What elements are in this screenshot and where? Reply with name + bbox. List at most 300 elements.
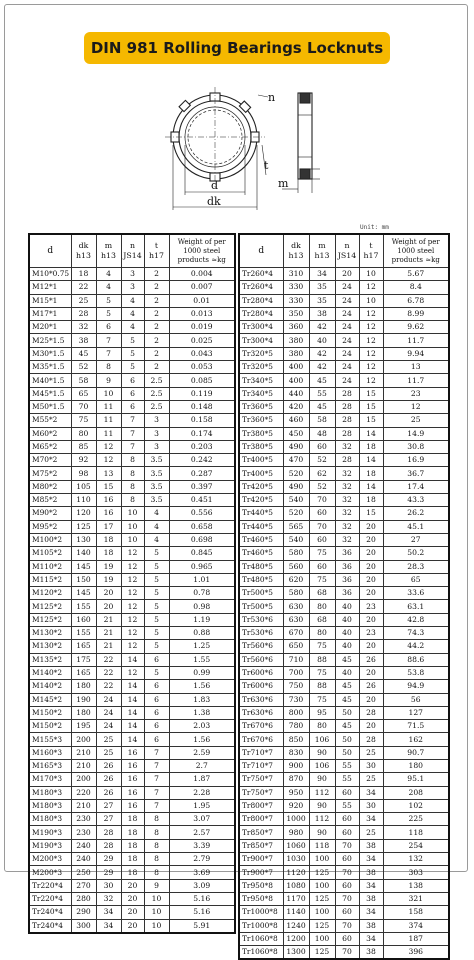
table-cell: 30 bbox=[359, 799, 383, 812]
table-cell: 145 bbox=[71, 560, 96, 573]
table-cell: 58 bbox=[71, 374, 96, 387]
table-cell: 28 bbox=[71, 307, 96, 320]
col-header-t: t h17 bbox=[144, 234, 169, 268]
table-cell: Tr220*4 bbox=[29, 879, 71, 892]
locknut-drawing bbox=[160, 75, 330, 225]
table-cell: Tr500*5 bbox=[239, 600, 283, 613]
table-cell: 28 bbox=[335, 414, 359, 427]
col-header-d: d bbox=[239, 234, 283, 268]
table-cell: 540 bbox=[283, 494, 309, 507]
table-cell: 12 bbox=[121, 547, 144, 560]
table-cell: 0.287 bbox=[169, 467, 235, 480]
table-cell: 10 bbox=[121, 520, 144, 533]
table-row bbox=[239, 706, 449, 719]
table-cell: 6 bbox=[121, 387, 144, 400]
table-row bbox=[29, 268, 235, 281]
table-cell: 68 bbox=[309, 613, 335, 626]
table-cell: 45 bbox=[71, 347, 96, 360]
table-cell: 53.8 bbox=[383, 666, 449, 679]
table-cell: M10*0.75 bbox=[29, 268, 71, 281]
table-cell: Tr600*6 bbox=[239, 680, 283, 693]
table-cell: 36 bbox=[335, 547, 359, 560]
table-cell: 45 bbox=[335, 653, 359, 666]
table-cell: 100 bbox=[309, 932, 335, 945]
table-cell: 175 bbox=[71, 653, 96, 666]
table-row bbox=[29, 400, 235, 413]
table-cell: 630 bbox=[283, 613, 309, 626]
table-cell: Tr400*5 bbox=[239, 454, 283, 467]
table-cell: 40 bbox=[335, 666, 359, 679]
table-cell: 11 bbox=[96, 427, 121, 440]
table-cell: 5 bbox=[96, 294, 121, 307]
table-cell: 396 bbox=[383, 946, 449, 960]
table-cell: 6 bbox=[144, 693, 169, 706]
table-row bbox=[29, 374, 235, 387]
table-cell: 30 bbox=[96, 879, 121, 892]
table-row bbox=[29, 480, 235, 493]
table-cell: 11.7 bbox=[383, 374, 449, 387]
table-cell: 6 bbox=[121, 400, 144, 413]
table-cell: 350 bbox=[283, 307, 309, 320]
table-cell: 180 bbox=[71, 680, 96, 693]
table-row bbox=[239, 374, 449, 387]
table-cell: 560 bbox=[283, 560, 309, 573]
table-cell: 1030 bbox=[283, 853, 309, 866]
table-cell: 60 bbox=[309, 507, 335, 520]
table-cell: 15 bbox=[96, 480, 121, 493]
table-cell: M100*2 bbox=[29, 533, 71, 546]
table-cell: 10 bbox=[144, 919, 169, 933]
table-cell: 75 bbox=[309, 693, 335, 706]
table-cell: Tr460*5 bbox=[239, 547, 283, 560]
table-row bbox=[29, 826, 235, 839]
table-cell: 5 bbox=[144, 573, 169, 586]
table-cell: 20 bbox=[335, 268, 359, 281]
table-cell: 920 bbox=[283, 799, 309, 812]
table-cell: 88 bbox=[309, 680, 335, 693]
table-cell: 42 bbox=[309, 347, 335, 360]
table-cell: 490 bbox=[283, 440, 309, 453]
table-cell: M165*3 bbox=[29, 759, 71, 772]
table-cell: 60 bbox=[335, 813, 359, 826]
table-cell: Tr530*6 bbox=[239, 613, 283, 626]
table-cell: 32 bbox=[335, 480, 359, 493]
table-cell: 300 bbox=[71, 919, 96, 933]
table-cell: 5 bbox=[144, 560, 169, 573]
table-cell: 20 bbox=[121, 879, 144, 892]
table-cell: 33.6 bbox=[383, 587, 449, 600]
table-cell: 25 bbox=[96, 746, 121, 759]
table-cell: 32 bbox=[335, 533, 359, 546]
table-cell: 0.158 bbox=[169, 414, 235, 427]
table-cell: Tr380*5 bbox=[239, 440, 283, 453]
table-cell: 3.69 bbox=[169, 866, 235, 879]
table-row bbox=[239, 600, 449, 613]
drawing-label-n: n bbox=[268, 91, 276, 104]
table-cell: 52 bbox=[309, 454, 335, 467]
table-cell: 5 bbox=[144, 600, 169, 613]
table-cell: 7 bbox=[144, 759, 169, 772]
table-cell: 26 bbox=[96, 773, 121, 786]
table-cell: 12 bbox=[121, 640, 144, 653]
table-cell: 65 bbox=[383, 573, 449, 586]
table-cell: 0.013 bbox=[169, 307, 235, 320]
table-cell: 24 bbox=[335, 281, 359, 294]
table-cell: M20*1 bbox=[29, 321, 71, 334]
table-cell: 208 bbox=[383, 786, 449, 799]
table-cell: 32 bbox=[335, 440, 359, 453]
table-cell: 850 bbox=[283, 733, 309, 746]
table-cell: 70 bbox=[335, 892, 359, 905]
table-cell: 118 bbox=[309, 839, 335, 852]
table-cell: 3 bbox=[144, 440, 169, 453]
table-cell: 900 bbox=[283, 759, 309, 772]
table-cell: 24 bbox=[335, 374, 359, 387]
table-cell: Tr800*7 bbox=[239, 799, 283, 812]
table-row bbox=[239, 627, 449, 640]
table-cell: 44.2 bbox=[383, 640, 449, 653]
table-cell: M70*2 bbox=[29, 454, 71, 467]
table-cell: 19 bbox=[96, 573, 121, 586]
table-cell: 460 bbox=[283, 414, 309, 427]
table-cell: 330 bbox=[283, 294, 309, 307]
table-row bbox=[239, 573, 449, 586]
table-cell: 45 bbox=[335, 720, 359, 733]
table-cell: Tr340*5 bbox=[239, 387, 283, 400]
table-cell: 23 bbox=[359, 627, 383, 640]
table-cell: Tr710*7 bbox=[239, 746, 283, 759]
table-cell: 450 bbox=[283, 427, 309, 440]
table-row bbox=[239, 653, 449, 666]
table-cell: M115*2 bbox=[29, 573, 71, 586]
table-cell: 2.5 bbox=[144, 400, 169, 413]
table-row bbox=[239, 520, 449, 533]
table-cell: 9 bbox=[96, 374, 121, 387]
table-cell: 3.5 bbox=[144, 494, 169, 507]
table-cell: 145 bbox=[71, 587, 96, 600]
table-cell: 34 bbox=[96, 919, 121, 933]
table-cell: 10 bbox=[359, 294, 383, 307]
table-cell: 5 bbox=[144, 613, 169, 626]
table-cell: 0.203 bbox=[169, 440, 235, 453]
table-cell: 60 bbox=[335, 879, 359, 892]
table-cell: M155*3 bbox=[29, 733, 71, 746]
table-cell: 55 bbox=[335, 773, 359, 786]
table-cell: 158 bbox=[383, 906, 449, 919]
table-cell: 4 bbox=[144, 507, 169, 520]
table-cell: 2 bbox=[144, 347, 169, 360]
table-cell: 3.5 bbox=[144, 480, 169, 493]
table-cell: 80 bbox=[309, 720, 335, 733]
table-cell: 24 bbox=[335, 321, 359, 334]
table-row bbox=[29, 759, 235, 772]
table-cell: M50*1.5 bbox=[29, 400, 71, 413]
table-row bbox=[29, 520, 235, 533]
table-cell: 155 bbox=[71, 627, 96, 640]
table-cell: 118 bbox=[383, 826, 449, 839]
table-cell: 55 bbox=[309, 387, 335, 400]
table-cell: 68 bbox=[309, 587, 335, 600]
table-cell: 43.3 bbox=[383, 494, 449, 507]
table-cell: 17 bbox=[96, 520, 121, 533]
table-cell: 580 bbox=[283, 587, 309, 600]
table-cell: 20 bbox=[96, 587, 121, 600]
table-row bbox=[29, 799, 235, 812]
table-cell: Tr280*4 bbox=[239, 307, 283, 320]
table-cell: Tr420*5 bbox=[239, 494, 283, 507]
table-cell: 28 bbox=[359, 706, 383, 719]
table-cell: 0.556 bbox=[169, 507, 235, 520]
table-row bbox=[239, 799, 449, 812]
table-cell: 34 bbox=[359, 906, 383, 919]
table-cell: 62 bbox=[309, 467, 335, 480]
table-row bbox=[29, 427, 235, 440]
table-cell: 1.56 bbox=[169, 733, 235, 746]
table-row bbox=[239, 387, 449, 400]
table-cell: 4 bbox=[144, 533, 169, 546]
table-cell: 12 bbox=[359, 281, 383, 294]
table-cell: 225 bbox=[383, 813, 449, 826]
table-cell: M40*1.5 bbox=[29, 374, 71, 387]
table-cell: 100 bbox=[309, 906, 335, 919]
table-cell: 20 bbox=[359, 613, 383, 626]
table-cell: 330 bbox=[283, 281, 309, 294]
table-cell: 65 bbox=[71, 387, 96, 400]
table-cell: 24 bbox=[335, 334, 359, 347]
table-cell: 16 bbox=[121, 786, 144, 799]
table-cell: 40 bbox=[335, 600, 359, 613]
table-cell: 0.78 bbox=[169, 587, 235, 600]
table-row bbox=[239, 773, 449, 786]
table-cell: M200*3 bbox=[29, 866, 71, 879]
table-cell: 1120 bbox=[283, 866, 309, 879]
table-cell: M190*3 bbox=[29, 839, 71, 852]
table-row bbox=[239, 866, 449, 879]
table-cell: 490 bbox=[283, 480, 309, 493]
table-cell: M170*3 bbox=[29, 773, 71, 786]
table-cell: 14 bbox=[359, 480, 383, 493]
table-cell: 20 bbox=[359, 666, 383, 679]
table-cell: 1.87 bbox=[169, 773, 235, 786]
table-cell: 34 bbox=[96, 906, 121, 919]
table-cell: 3.5 bbox=[144, 467, 169, 480]
table-cell: 7 bbox=[96, 347, 121, 360]
table-cell: 290 bbox=[71, 906, 96, 919]
table-cell: Tr850*7 bbox=[239, 839, 283, 852]
table-cell: 70 bbox=[335, 919, 359, 932]
table-cell: 88 bbox=[309, 653, 335, 666]
table-row bbox=[29, 892, 235, 905]
table-cell: 380 bbox=[283, 347, 309, 360]
table-cell: 10 bbox=[359, 268, 383, 281]
table-cell: 28 bbox=[335, 387, 359, 400]
table-cell: 21 bbox=[96, 640, 121, 653]
table-cell: 18 bbox=[121, 853, 144, 866]
table-cell: 1080 bbox=[283, 879, 309, 892]
table-cell: 23 bbox=[383, 387, 449, 400]
col-header-dk: dk h13 bbox=[71, 234, 96, 268]
table-cell: M110*2 bbox=[29, 560, 71, 573]
col-header-d: d bbox=[29, 234, 71, 268]
table-header-row bbox=[29, 234, 235, 268]
table-cell: M140*2 bbox=[29, 680, 71, 693]
table-row bbox=[29, 507, 235, 520]
table-cell: M125*2 bbox=[29, 613, 71, 626]
table-cell: 0.658 bbox=[169, 520, 235, 533]
table-cell: 20 bbox=[359, 533, 383, 546]
table-row bbox=[239, 892, 449, 905]
table-cell: M130*2 bbox=[29, 640, 71, 653]
table-cell: 90.7 bbox=[383, 746, 449, 759]
table-cell: 195 bbox=[71, 720, 96, 733]
table-cell: 10 bbox=[144, 906, 169, 919]
drawing-label-t: t bbox=[264, 159, 269, 172]
table-cell: 230 bbox=[71, 813, 96, 826]
table-cell: 25 bbox=[96, 733, 121, 746]
table-cell: 32 bbox=[335, 467, 359, 480]
table-cell: 710 bbox=[283, 653, 309, 666]
table-cell: 36 bbox=[335, 573, 359, 586]
table-cell: 980 bbox=[283, 826, 309, 839]
table-cell: 132 bbox=[383, 853, 449, 866]
table-row bbox=[239, 494, 449, 507]
table-cell: 75 bbox=[309, 547, 335, 560]
table-cell: 0.148 bbox=[169, 400, 235, 413]
table-cell: 0.043 bbox=[169, 347, 235, 360]
table-cell: 22 bbox=[96, 653, 121, 666]
table-cell: 950 bbox=[283, 786, 309, 799]
table-cell: 14 bbox=[121, 680, 144, 693]
table-cell: 0.01 bbox=[169, 294, 235, 307]
table-cell: Tr670*6 bbox=[239, 733, 283, 746]
table-cell: 254 bbox=[383, 839, 449, 852]
table-cell: 4 bbox=[121, 321, 144, 334]
table-cell: 9.62 bbox=[383, 321, 449, 334]
table-cell: 210 bbox=[71, 759, 96, 772]
table-cell: 20 bbox=[359, 587, 383, 600]
table-cell: 60 bbox=[335, 826, 359, 839]
table-cell: 34 bbox=[359, 786, 383, 799]
table-row bbox=[29, 906, 235, 919]
table-cell: 13 bbox=[383, 361, 449, 374]
table-cell: 270 bbox=[71, 879, 96, 892]
table-cell: 90 bbox=[309, 773, 335, 786]
table-cell: Tr320*5 bbox=[239, 347, 283, 360]
table-cell: M12*1 bbox=[29, 281, 71, 294]
table-cell: 180 bbox=[383, 759, 449, 772]
table-cell: 22 bbox=[96, 680, 121, 693]
table-cell: Tr800*7 bbox=[239, 813, 283, 826]
table-cell: 0.007 bbox=[169, 281, 235, 294]
table-cell: 1170 bbox=[283, 892, 309, 905]
table-cell: 0.242 bbox=[169, 454, 235, 467]
table-cell: 38 bbox=[309, 307, 335, 320]
table-cell: 80 bbox=[71, 427, 96, 440]
table-cell: 75 bbox=[309, 666, 335, 679]
table-header-row bbox=[239, 234, 449, 268]
table-cell: Tr1000*8 bbox=[239, 906, 283, 919]
table-cell: 730 bbox=[283, 693, 309, 706]
table-row bbox=[29, 693, 235, 706]
table-cell: 25 bbox=[359, 826, 383, 839]
table-cell: Tr420*5 bbox=[239, 480, 283, 493]
table-cell: 8 bbox=[121, 494, 144, 507]
table-cell: 15 bbox=[359, 507, 383, 520]
table-cell: 25 bbox=[383, 414, 449, 427]
table-row bbox=[29, 680, 235, 693]
table-row bbox=[239, 427, 449, 440]
table-cell: 5 bbox=[121, 334, 144, 347]
table-cell: 2 bbox=[144, 334, 169, 347]
table-cell: 130 bbox=[71, 533, 96, 546]
table-cell: 2 bbox=[144, 307, 169, 320]
table-cell: 15 bbox=[359, 400, 383, 413]
table-cell: 5 bbox=[144, 627, 169, 640]
table-cell: 60 bbox=[335, 786, 359, 799]
table-cell: 32 bbox=[96, 892, 121, 905]
table-cell: Tr460*5 bbox=[239, 533, 283, 546]
table-cell: Tr360*5 bbox=[239, 400, 283, 413]
table-cell: 6 bbox=[96, 321, 121, 334]
table-cell: 162 bbox=[383, 733, 449, 746]
table-cell: 1240 bbox=[283, 919, 309, 932]
table-cell: 70 bbox=[335, 946, 359, 960]
table-cell: 11 bbox=[96, 400, 121, 413]
table-cell: 106 bbox=[309, 759, 335, 772]
table-cell: 700 bbox=[283, 666, 309, 679]
table-row bbox=[29, 919, 235, 933]
table-cell: 5 bbox=[144, 640, 169, 653]
table-row bbox=[239, 560, 449, 573]
table-cell: 0.845 bbox=[169, 547, 235, 560]
table-cell: M45*1.5 bbox=[29, 387, 71, 400]
table-row bbox=[29, 613, 235, 626]
table-cell: 3 bbox=[121, 281, 144, 294]
table-cell: Tr300*4 bbox=[239, 321, 283, 334]
table-cell: Tr480*5 bbox=[239, 573, 283, 586]
table-cell: 50.2 bbox=[383, 547, 449, 560]
table-cell: 12 bbox=[121, 627, 144, 640]
col-header-dk: dk h13 bbox=[283, 234, 309, 268]
table-cell: 16 bbox=[121, 759, 144, 772]
table-cell: 580 bbox=[283, 547, 309, 560]
table-cell: 2 bbox=[144, 268, 169, 281]
table-row bbox=[29, 414, 235, 427]
table-cell: 4 bbox=[144, 520, 169, 533]
table-cell: 565 bbox=[283, 520, 309, 533]
table-row bbox=[239, 680, 449, 693]
table-cell: 420 bbox=[283, 400, 309, 413]
table-cell: 70 bbox=[335, 866, 359, 879]
table-cell: 20 bbox=[359, 560, 383, 573]
table-row bbox=[29, 560, 235, 573]
table-cell: 12 bbox=[383, 400, 449, 413]
table-cell: 7 bbox=[121, 440, 144, 453]
table-cell: 38 bbox=[359, 919, 383, 932]
table-cell: 0.119 bbox=[169, 387, 235, 400]
table-cell: 8 bbox=[121, 454, 144, 467]
table-cell: 4 bbox=[121, 294, 144, 307]
table-row bbox=[29, 454, 235, 467]
table-cell: 50 bbox=[335, 733, 359, 746]
table-cell: 12 bbox=[121, 560, 144, 573]
table-cell: 25 bbox=[71, 294, 96, 307]
table-cell: 750 bbox=[283, 680, 309, 693]
table-cell: 470 bbox=[283, 454, 309, 467]
table-cell: 8.4 bbox=[383, 281, 449, 294]
table-cell: 12 bbox=[121, 587, 144, 600]
table-cell: 70 bbox=[309, 494, 335, 507]
